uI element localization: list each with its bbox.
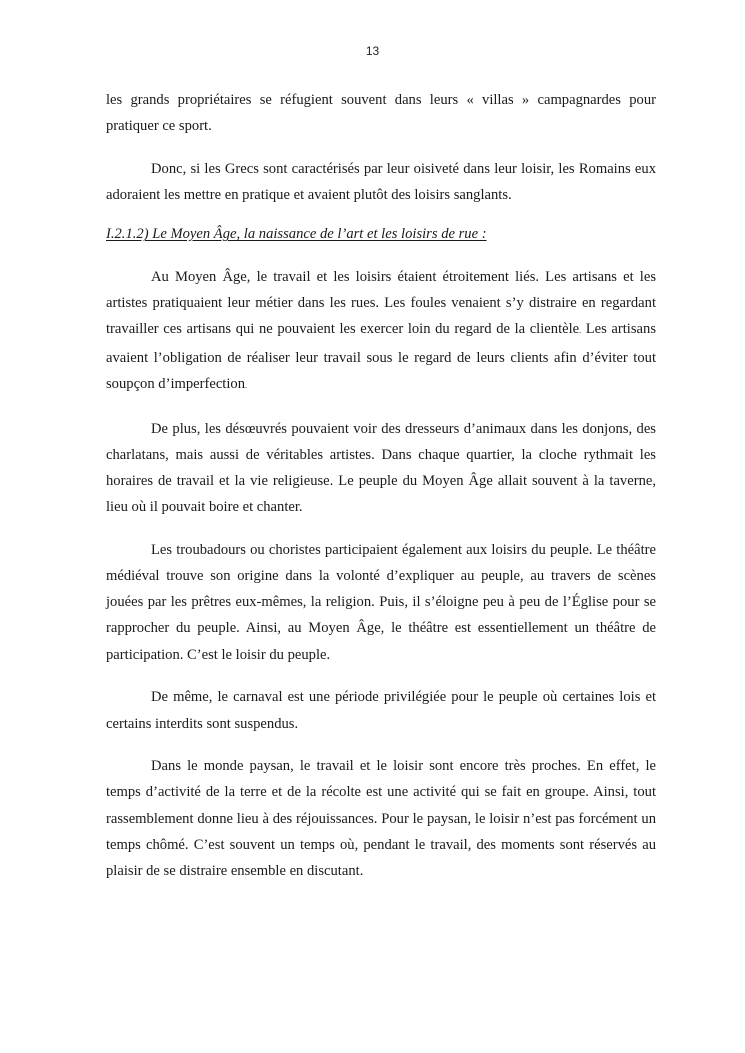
paragraph-continuation: les grands propriétaires se réfugient souvent dans leurs « villas » campagnardes pour pratiquer ce sport.	[106, 92, 656, 135]
paragraph-artisans-part-1: Au Moyen Âge, le travail et les loisirs étaient étroitement liés. Les artisans et les artistes pratiquaient leur métier dans les rues. Les foules venaient s’y distraire en regardant travailler ces artisans qui ne pouvaient les exercer loin du regard de la clientèle	[106, 269, 656, 338]
paragraph-artisans-part-2: Les artisans avaient l’obligation de réaliser leur travail sous le regard de leurs clients afin d’éviter tout soupçon d’imperfection	[106, 321, 656, 392]
paragraph-greeks-romans: Donc, si les Grecs sont caractérisés par leur oisiveté dans leur loisir, les Romains eux adoraient les mettre en pratique et avaient plutôt des loisirs sanglants.	[106, 160, 656, 204]
paragraph-carnival: De même, le carnaval est une période privilégiée pour le peuple où certaines lois et certains interdits sont suspendus.	[106, 689, 656, 732]
section-heading-text: I.2.1.2) Le Moyen Âge, la naissance de l’art et les loisirs de rue :	[106, 226, 487, 243]
paragraph-idle-people: De plus, les désœuvrés pouvaient voir des dresseurs d’animaux dans les donjons, des charlatans, mais aussi de véritables artistes. Dans chaque quartier, la cloche rythmait les horaires de travail et la vie religieuse. Le peuple du Moyen Âge allait souvent à la taverne, lieu où il pouvait boire et chanter.	[106, 420, 656, 516]
page-number: 13	[365, 44, 380, 58]
paragraph-artisans	[106, 264, 656, 399]
section-heading	[106, 221, 656, 247]
document-body	[106, 87, 656, 884]
small-period-mark: .	[579, 326, 582, 336]
paragraph-troubadours-theatre: Les troubadours ou choristes participaient également aux loisirs du peuple. Le théâtre médiéval trouve son origine dans la volonté d’expliquer au peuple, au travers de scènes jouées par les prêtres eux-mêmes, la religion. Puis, il s’éloigne peu à peu de l’Église pour se rapprocher du peuple. Ainsi, au Moyen Âge, le théâtre est essentiellement un théâtre de participation. C’est le loisir du peuple.	[106, 541, 656, 663]
small-period-mark: .	[245, 380, 248, 390]
paragraph-peasant-world: Dans le monde paysan, le travail et le loisir sont encore très proches. En effet, le temps d’activité de la terre et de la récolte est une activité qui se fait en groupe. Ainsi, tout rassemblement donne lieu à des réjouissances. Pour le paysan, le loisir n’est pas forcément un temps chômé. C’est souvent un temps où, pendant le travail, des moments sont réservés au plaisir de se distraire ensemble en discutant.	[106, 758, 656, 880]
